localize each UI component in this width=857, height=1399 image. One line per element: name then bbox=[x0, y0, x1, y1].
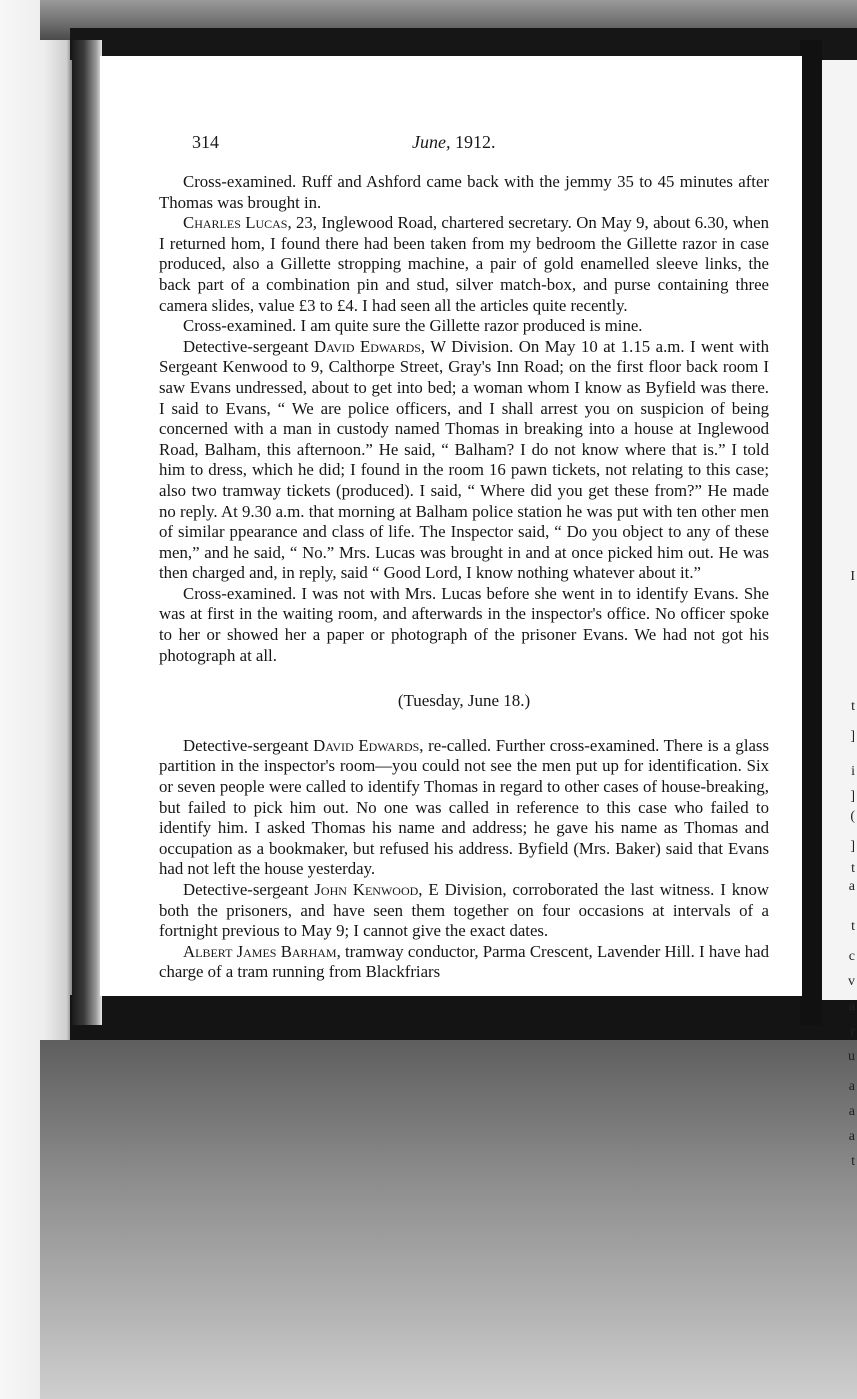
page-body bbox=[159, 172, 769, 983]
adjacent-page-fragment: a bbox=[848, 1079, 855, 1094]
adjacent-page-fragment: c bbox=[848, 949, 855, 964]
paragraph: Cross-examined. Ruff and Ashford came back with the jemmy 35 to 45 minutes after Thomas was brought in. bbox=[159, 172, 769, 212]
adjacent-page-fragment: ( bbox=[850, 809, 855, 824]
adjacent-page-fragment: t bbox=[851, 919, 855, 934]
adjacent-page-fragment: a bbox=[848, 879, 855, 894]
adjacent-page-fragment: ] bbox=[850, 839, 855, 854]
adjacent-page-fragment: ] bbox=[850, 789, 855, 804]
running-title bbox=[412, 132, 495, 153]
witness-name: David Edwards, bbox=[313, 735, 424, 755]
adjacent-page-fragment: a bbox=[848, 1104, 855, 1119]
header-month: June, bbox=[412, 132, 451, 152]
book-gutter bbox=[72, 40, 102, 1025]
witness-name: Albert James Barham, bbox=[183, 941, 341, 961]
adjacent-page-fragment: ] bbox=[850, 729, 855, 744]
paragraph: Detective-sergeant David Edwards, W Division. On May 10 at 1.15 a.m. I went with Sergeant Kenwood to 9, Calthorpe Street, Gray's Inn Road; on the first floor back room I saw Evans undressed, about to get into bed; a woman whom I know as Byfield was there. I said to Evans, “ We are police officers, and I shall arrest you on suspicion of being concerned with a man in custody named Thomas in breaking into a house at Inglewood Road, Balham, this afternoon.” He said, “ Balham? I do not know where that is.” I told him to dress, which he did; I found in the room 16 pawn tickets, not relating to this case; also two tramway tickets (produced). I said, “ Where did you get these from?” He made no reply. At 9.30 a.m. that morning at Balham police station he was put with ten other men of similar ppearance and class of life. The Inspector said, “ Do you object to any of these men,” and he said, “ No.” Mrs. Lucas was brought in and at once picked him out. He was then charged and, in reply, said “ Good Lord, I know nothing whatever about it.” bbox=[159, 336, 769, 583]
paragraph: Detective-sergeant John Kenwood, E Division, corroborated the last witness. I know both the prisoners, and have seen them together on four occasions at intervals of a fortnight previous to May 9; I cannot give the exact dates. bbox=[159, 880, 769, 941]
paragraph: Cross-examined. I am quite sure the Gillette razor produced is mine. bbox=[183, 316, 643, 336]
adjacent-page-fragment: t bbox=[851, 861, 855, 876]
adjacent-page-fragment: u bbox=[848, 1049, 855, 1064]
date-heading: (Tuesday, June 18.) bbox=[397, 691, 531, 711]
adjacent-page-fragment: t bbox=[851, 699, 855, 714]
witness-name: John Kenwood, bbox=[314, 880, 423, 899]
adjacent-page bbox=[822, 60, 857, 1169]
book-bottom-edge bbox=[70, 995, 857, 1040]
adjacent-page-fragment: t bbox=[851, 1154, 855, 1169]
witness-name: David Edwards, bbox=[313, 336, 426, 356]
paragraph: Cross-examined. I was not with Mrs. Lucas before she went in to identify Evans. She was at first in the waiting room, and afterwards in the inspector's office. No officer spoke to her or showed her a paper or photograph of the prisoner Evans. We had not got his photograph at all. bbox=[159, 583, 769, 665]
scan-bottom-background bbox=[40, 1040, 857, 1399]
book-fore-edge bbox=[800, 40, 822, 1025]
page-number: 314 bbox=[192, 132, 219, 152]
adjacent-page-fragment: r bbox=[850, 1024, 855, 1039]
header-year: 1912. bbox=[454, 132, 496, 152]
paragraph: Detective-sergeant David Edwards, re-called. Further cross-examined. There is a glass partition in the inspector's room—you could not see the men put up for identification. Six or seven people were called to identify Thomas in regard to other cases of house-breaking, but failed to pick him out. No one was called in reference to this case who failed to identify him. I asked Thomas his name and address; he gave his name as Thomas and occupation as a bookmaker, but refused his address. Byfield (Mrs. Baker) said that Evans had not left the house yesterday. bbox=[159, 735, 769, 879]
adjacent-page-fragment: a bbox=[848, 1129, 855, 1144]
book-page bbox=[100, 56, 802, 996]
adjacent-page-fragment: a bbox=[848, 999, 855, 1014]
paragraph: Albert James Barham, tramway conductor, Parma Crescent, Lavender Hill. I have had charge of a tram running from Blackfriars bbox=[159, 941, 769, 982]
adjacent-page-fragment: i bbox=[851, 764, 855, 779]
paragraph: Charles Lucas, 23, Inglewood Road, chartered secretary. On May 9, about 6.30, when I returned hom, I found there had been taken from my bedroom the Gillette razor in case produced, also a Gillette stropping machine, a pair of gold enamelled sleeve links, the back part of a combination pin and stud, silver match-box, and purse containing three camera slides, value £3 to £4. I had seen all the articles quite recently. bbox=[159, 213, 769, 315]
adjacent-page-fragment: v bbox=[848, 974, 855, 989]
running-header bbox=[192, 132, 612, 158]
adjacent-page-fragment: I bbox=[850, 569, 855, 584]
witness-name: Charles Lucas, bbox=[183, 213, 292, 233]
